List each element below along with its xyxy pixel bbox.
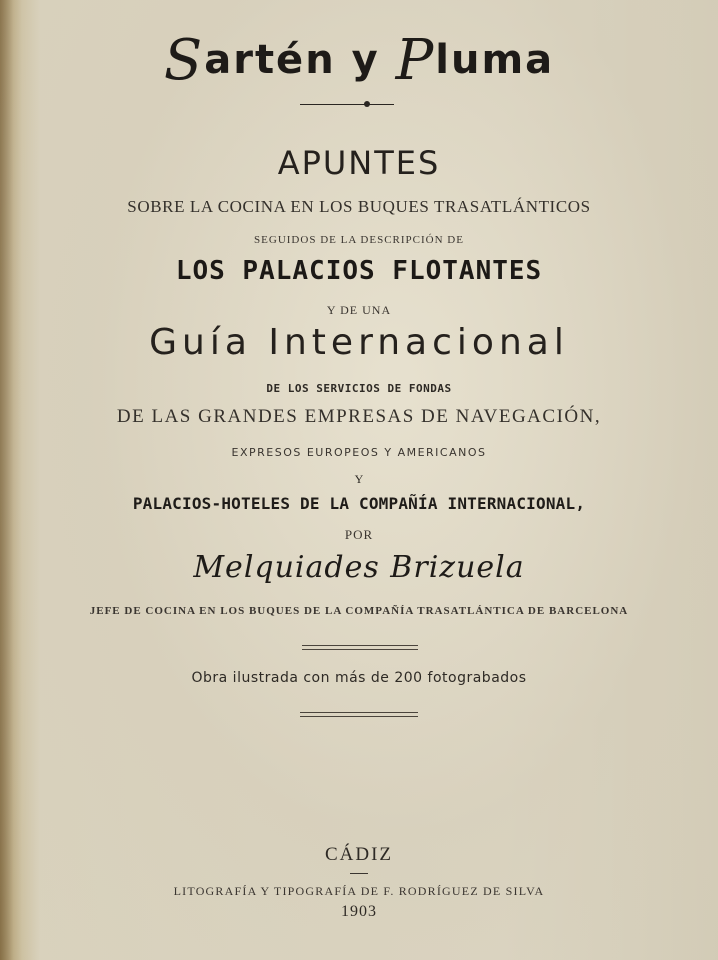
author-name: Melquiades Brizuela <box>193 550 525 585</box>
subtitle-expresos: EXPRESOS EUROPEOS Y AMERICANOS <box>231 446 487 459</box>
subtitle-servicios: DE LOS SERVICIOS DE FONDAS <box>266 382 452 395</box>
heading: APUNTES <box>277 144 441 182</box>
main-title-initial-p: P <box>395 28 436 93</box>
imprint-printer: LITOGRAFÍA Y TIPOGRAFÍA DE F. RODRÍGUEZ DE SILVA <box>173 884 545 898</box>
subtitle-seguidos: SEGUIDOS DE LA DESCRIPCIÓN DE <box>254 234 464 246</box>
main-title-part-1: artén y <box>204 37 396 83</box>
imprint-rule <box>350 873 368 874</box>
imprint-city: CÁDIZ <box>324 844 394 865</box>
conjunction: Y <box>354 472 364 486</box>
subtitle-palacios-hoteles: PALACIOS-HOTELES DE LA COMPAÑÍA INTERNACIONAL, <box>132 494 586 513</box>
subtitle-cocina: SOBRE LA COCINA EN LOS BUQUES TRASATLÁNTICOS <box>127 197 591 216</box>
imprint-year: 1903 <box>341 903 377 920</box>
subtitle-palacios-flotantes: LOS PALACIOS FLOTANTES <box>175 256 543 286</box>
divider-bottom <box>300 712 418 717</box>
title-underline-ornament <box>364 101 370 107</box>
subtitle-y-de-una: Y DE UNA <box>326 303 392 317</box>
title-underline <box>300 104 394 105</box>
illustrations-note: Obra ilustrada con más de 200 fotograbados <box>191 670 527 686</box>
divider-top <box>302 645 418 650</box>
by-line: POR <box>344 527 374 542</box>
subtitle-guia-internacional: Guía Internacional <box>149 322 569 363</box>
author-role: JEFE DE COCINA EN LOS BUQUES DE LA COMPAÑÍA TRASATLÁNTICA DE BARCELONA <box>89 605 629 617</box>
main-title <box>0 28 718 93</box>
subtitle-empresas: DE LAS GRANDES EMPRESAS DE NAVEGACIÓN, <box>116 406 602 427</box>
main-title-initial-s: S <box>163 28 205 93</box>
main-title-part-2: luma <box>435 37 555 83</box>
